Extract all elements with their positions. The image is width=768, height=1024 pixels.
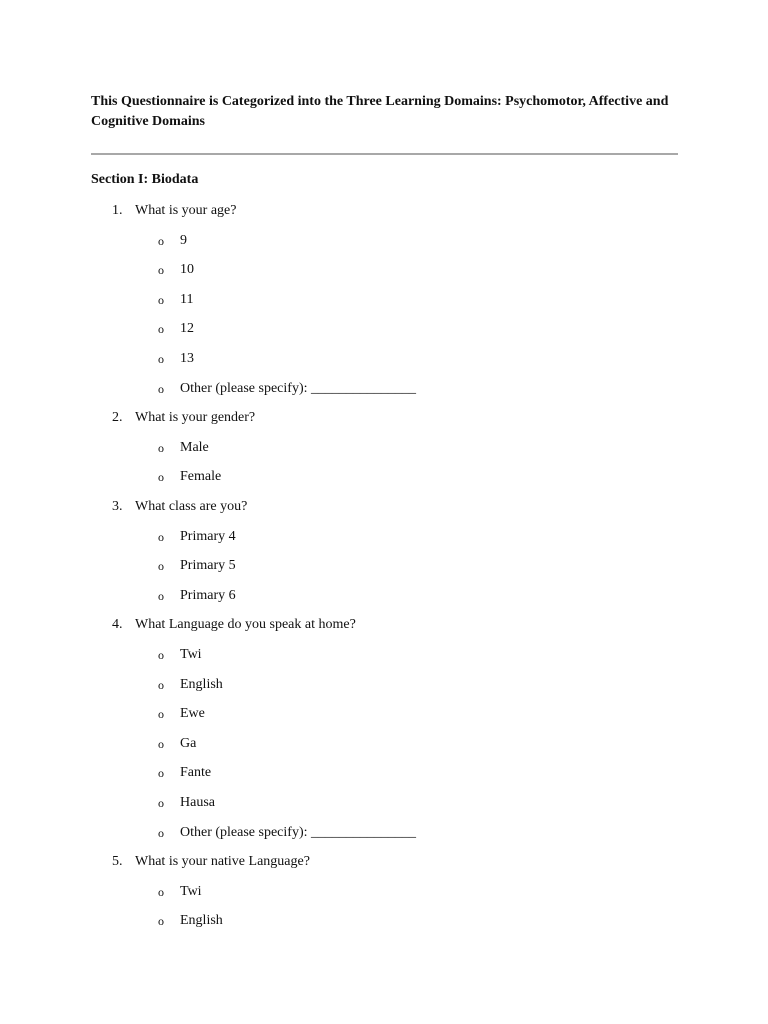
hollow-bullet-icon: o — [158, 233, 164, 248]
option-label: 12 — [180, 321, 194, 337]
option-label: 11 — [180, 291, 194, 307]
hollow-bullet-icon: o — [158, 766, 164, 781]
hollow-bullet-icon: o — [158, 440, 164, 455]
hollow-bullet-icon: o — [158, 677, 164, 692]
hollow-bullet-icon: o — [158, 381, 164, 396]
option-label: English — [180, 676, 223, 692]
hollow-bullet-icon: o — [158, 914, 164, 929]
option-label: Female — [180, 469, 222, 485]
option-label: Other (please specify): _______________ — [180, 380, 416, 396]
hollow-bullet-icon: o — [158, 796, 164, 810]
question-number: 3. — [112, 499, 123, 514]
option-label: Ewe — [180, 706, 205, 722]
hollow-bullet-icon: o — [158, 263, 164, 278]
hollow-bullet-icon: o — [158, 648, 164, 662]
option-label: 13 — [180, 351, 194, 366]
option-label: 10 — [180, 262, 194, 278]
option-label: Ga — [180, 735, 197, 751]
hollow-bullet-icon: o — [158, 292, 164, 307]
hollow-bullet-icon: o — [158, 559, 164, 574]
option-label: Primary 4 — [180, 528, 236, 544]
section-heading: Section I: Biodata — [91, 172, 199, 187]
hollow-bullet-icon: o — [158, 322, 164, 337]
hollow-bullet-icon: o — [158, 707, 164, 722]
hollow-bullet-icon: o — [158, 529, 164, 544]
question-text: What class are you? — [135, 499, 248, 514]
option-label: Twi — [180, 647, 202, 662]
option-label: English — [180, 913, 223, 929]
hollow-bullet-icon: o — [158, 884, 164, 899]
question-number: 1. — [112, 203, 123, 218]
hollow-bullet-icon: o — [158, 588, 164, 603]
document-title: This Questionnaire is Categorized into the Three Learning Domains: Psychomotor, Affective and Cognitive Domains — [91, 94, 669, 129]
horizontal-rule — [91, 153, 678, 155]
hollow-bullet-icon: o — [158, 736, 164, 751]
question-number: 4. — [112, 617, 123, 633]
question-text: What is your native Language? — [135, 854, 310, 870]
hollow-bullet-icon: o — [158, 825, 164, 840]
question-number: 5. — [112, 854, 123, 870]
option-label: Male — [180, 439, 209, 455]
question-number: 2. — [112, 410, 123, 426]
option-label: Twi — [180, 883, 202, 899]
hollow-bullet-icon: o — [158, 470, 164, 485]
hollow-bullet-icon: o — [158, 352, 164, 366]
option-label: Primary 6 — [180, 587, 236, 603]
option-label: Hausa — [180, 795, 215, 810]
option-label: Primary 5 — [180, 558, 236, 574]
option-label: Fante — [180, 765, 212, 781]
question-text: What is your age? — [135, 203, 237, 218]
question-text: What Language do you speak at home? — [135, 617, 356, 633]
option-label: 9 — [180, 232, 187, 248]
option-label: Other (please specify): _______________ — [180, 824, 416, 840]
question-text: What is your gender? — [135, 410, 256, 426]
